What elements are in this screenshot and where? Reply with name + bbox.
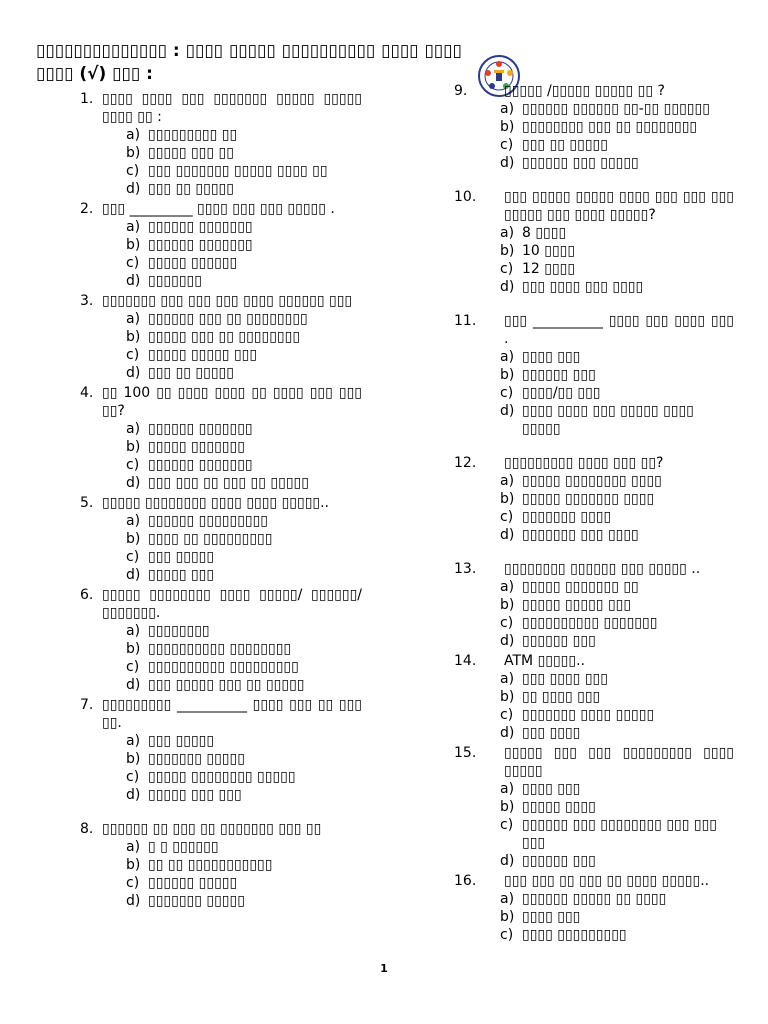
answer-option bbox=[454, 136, 734, 154]
option-text: ▯▯▯▯▯▯▯ ▯▯▯▯▯ bbox=[148, 751, 245, 767]
option-text: ▯▯▯▯▯ ▯▯▯▯▯▯▯▯ ▯▯▯▯ bbox=[522, 473, 662, 489]
option-label: d) bbox=[126, 787, 141, 803]
answer-option bbox=[80, 328, 362, 346]
option-label: c) bbox=[500, 817, 514, 833]
option-list bbox=[454, 224, 734, 296]
option-label: c) bbox=[126, 769, 140, 785]
option-label: a) bbox=[500, 473, 515, 489]
option-text: ▯▯▯▯▯▯ ▯▯▯▯▯ ▯▯ ▯▯▯▯ bbox=[522, 891, 667, 907]
option-label: c) bbox=[126, 659, 140, 675]
question-stem bbox=[454, 652, 734, 670]
option-text: ▯▯▯▯▯▯▯▯▯▯ ▯▯▯▯▯▯▯▯ bbox=[148, 641, 292, 657]
option-label: a) bbox=[126, 311, 141, 327]
option-text: ▯▯▯ ▯▯ ▯▯▯▯▯ bbox=[148, 181, 234, 197]
question-stem bbox=[454, 312, 734, 348]
answer-option bbox=[80, 676, 362, 694]
answer-option bbox=[454, 490, 734, 508]
left-question-column bbox=[80, 90, 362, 912]
question-stem bbox=[454, 454, 734, 472]
question-item bbox=[80, 820, 362, 910]
question-number: 10. bbox=[454, 189, 477, 205]
option-label: c) bbox=[500, 385, 514, 401]
option-text: ▯▯▯▯▯▯ ▯▯▯▯▯ bbox=[148, 875, 238, 891]
answer-option bbox=[454, 118, 734, 136]
option-text: ▯▯▯▯▯▯▯ ▯▯▯▯ ▯▯▯▯▯ bbox=[522, 707, 655, 723]
option-label: d) bbox=[500, 403, 515, 419]
answer-option bbox=[80, 144, 362, 162]
option-text: 12 ▯▯▯▯ bbox=[522, 261, 576, 277]
question-text: ▯▯▯▯▯▯▯▯ ▯▯▯▯▯▯ ▯▯▯ ▯▯▯▯▯ .. bbox=[504, 561, 701, 577]
option-text: ▯▯▯▯▯ ▯▯▯ ▯▯▯ bbox=[148, 787, 242, 803]
answer-option bbox=[80, 364, 362, 382]
option-label: c) bbox=[500, 137, 514, 153]
question-stem bbox=[80, 494, 362, 512]
answer-option bbox=[80, 272, 362, 290]
answer-option bbox=[454, 614, 734, 632]
option-label: b) bbox=[500, 119, 515, 135]
page-number: 1 bbox=[380, 962, 388, 975]
option-text: ▯▯▯▯▯▯ ▯▯▯ bbox=[522, 853, 596, 869]
option-text: ▯▯▯▯▯▯▯ ▯▯▯▯▯ bbox=[148, 893, 245, 909]
option-text: ▯▯▯▯▯ ▯▯▯▯▯▯▯ bbox=[148, 439, 245, 455]
option-label: c) bbox=[500, 707, 514, 723]
answer-option bbox=[454, 260, 734, 278]
answer-option bbox=[80, 768, 362, 786]
option-label: b) bbox=[126, 751, 141, 767]
instructions-line-1: ▯▯▯▯▯▯▯▯▯▯▯▯▯▯ : ▯▯▯▯ ▯▯▯▯▯ ▯▯▯▯▯▯▯▯▯▯ ▯▯▯▯ ▯▯▯▯ bbox=[36, 41, 462, 61]
option-text: ▯▯▯▯ ▯▯▯ bbox=[522, 909, 581, 925]
answer-option bbox=[454, 472, 734, 490]
question-stem bbox=[454, 82, 734, 100]
answer-option bbox=[80, 310, 362, 328]
question-item bbox=[454, 744, 734, 870]
answer-option bbox=[454, 224, 734, 242]
option-list bbox=[80, 126, 362, 198]
option-label: b) bbox=[126, 531, 141, 547]
option-list bbox=[80, 218, 362, 290]
option-label: a) bbox=[126, 733, 141, 749]
question-number: 9. bbox=[454, 83, 468, 99]
option-text: ▯▯▯▯▯▯ ▯▯▯▯▯▯▯ bbox=[148, 457, 253, 473]
answer-option bbox=[454, 526, 734, 544]
question-item bbox=[454, 82, 734, 172]
question-stem bbox=[80, 384, 362, 420]
answer-option bbox=[454, 278, 734, 296]
option-text: ▯▯▯▯▯▯▯▯ ▯▯▯ ▯▯ ▯▯▯▯▯▯▯▯ bbox=[522, 119, 698, 135]
answer-option bbox=[80, 622, 362, 640]
option-text: ▯ ▯ ▯▯▯▯▯▯ bbox=[148, 839, 219, 855]
option-label: a) bbox=[126, 623, 141, 639]
option-label: d) bbox=[500, 527, 515, 543]
option-list bbox=[80, 838, 362, 910]
right-question-column bbox=[454, 82, 734, 946]
option-label: a) bbox=[500, 579, 515, 595]
option-label: a) bbox=[500, 671, 515, 687]
answer-option bbox=[80, 838, 362, 856]
answer-option bbox=[454, 402, 734, 438]
option-label: d) bbox=[126, 567, 141, 583]
option-text: ▯▯▯▯▯▯ ▯▯▯▯▯▯▯ bbox=[148, 237, 253, 253]
option-text: ▯▯▯▯▯ ▯▯▯▯ bbox=[522, 799, 596, 815]
question-item bbox=[454, 312, 734, 438]
option-label: b) bbox=[126, 857, 141, 873]
option-text: ▯▯▯▯▯▯ ▯▯▯ ▯▯ ▯▯▯▯▯▯▯▯ bbox=[148, 311, 308, 327]
answer-option bbox=[80, 162, 362, 180]
question-number: 16. bbox=[454, 873, 477, 889]
option-label: c) bbox=[500, 261, 514, 277]
option-label: d) bbox=[126, 181, 141, 197]
option-text: ▯▯▯▯▯ ▯▯▯▯▯ ▯▯▯ bbox=[522, 597, 632, 613]
question-text: ATM ▯▯▯▯▯.. bbox=[504, 653, 585, 669]
answer-option bbox=[80, 254, 362, 272]
question-text: ▯▯▯▯▯▯▯▯▯ ▯▯▯▯ ▯▯▯ ▯▯? bbox=[504, 455, 664, 471]
option-label: a) bbox=[126, 421, 141, 437]
question-number: 4. bbox=[80, 385, 94, 401]
option-label: c) bbox=[500, 927, 514, 943]
option-text: ▯▯▯▯ ▯▯▯ bbox=[522, 781, 581, 797]
answer-option bbox=[80, 874, 362, 892]
answer-option bbox=[80, 750, 362, 768]
option-label: d) bbox=[500, 279, 515, 295]
option-text: 10 ▯▯▯▯ bbox=[522, 243, 576, 259]
option-text: ▯▯▯▯ ▯▯▯ bbox=[522, 349, 581, 365]
option-label: c) bbox=[126, 163, 140, 179]
question-stem bbox=[454, 872, 734, 890]
option-label: a) bbox=[500, 781, 515, 797]
question-item bbox=[80, 586, 362, 694]
question-stem bbox=[80, 292, 362, 310]
answer-option bbox=[454, 816, 734, 852]
question-text: ▯▯▯ _________ ▯▯▯▯ ▯▯▯ ▯▯▯ ▯▯▯▯▯ . bbox=[102, 201, 335, 217]
question-text: ▯▯▯▯▯▯ ▯▯ ▯▯▯ ▯▯ ▯▯▯▯▯▯▯ ▯▯▯ ▯▯ bbox=[102, 821, 322, 837]
answer-option bbox=[80, 892, 362, 910]
option-text: ▯▯▯▯▯▯ ▯▯▯ bbox=[522, 633, 596, 649]
option-text: ▯▯▯▯▯ ▯▯▯ bbox=[148, 567, 215, 583]
option-text: ▯▯▯▯▯▯ ▯▯▯ ▯▯▯▯▯▯▯▯ ▯▯▯ ▯▯▯ ▯▯▯ bbox=[522, 817, 717, 851]
question-stem bbox=[80, 90, 362, 126]
question-stem bbox=[454, 744, 734, 780]
question-text: ▯▯▯ ▯▯▯▯▯ ▯▯▯▯▯ ▯▯▯▯ ▯▯▯ ▯▯▯ ▯▯▯ ▯▯▯▯▯ ▯▯▯ ▯▯▯▯ ▯▯▯▯▯? bbox=[504, 189, 734, 223]
option-label: a) bbox=[126, 513, 141, 529]
option-label: a) bbox=[500, 891, 515, 907]
question-number: 8. bbox=[80, 821, 94, 837]
question-item bbox=[454, 560, 734, 650]
answer-option bbox=[80, 456, 362, 474]
answer-option bbox=[454, 890, 734, 908]
question-stem bbox=[454, 560, 734, 578]
option-text: ▯▯▯▯▯ ▯▯▯▯▯ ▯▯▯ bbox=[148, 347, 258, 363]
answer-option bbox=[454, 384, 734, 402]
question-stem bbox=[454, 188, 734, 224]
question-item bbox=[454, 652, 734, 742]
option-text: ▯▯▯▯▯▯ ▯▯▯▯▯▯▯▯▯ bbox=[148, 513, 269, 529]
question-item bbox=[454, 188, 734, 296]
option-label: c) bbox=[126, 875, 140, 891]
option-text: ▯▯▯▯▯▯ ▯▯▯▯▯▯ ▯▯-▯▯ ▯▯▯▯▯▯ bbox=[522, 101, 710, 117]
option-label: b) bbox=[126, 329, 141, 345]
option-list bbox=[80, 310, 362, 382]
option-text: ▯▯▯▯ ▯▯▯▯▯▯▯▯▯ bbox=[522, 927, 627, 943]
question-number: 2. bbox=[80, 201, 94, 217]
question-item bbox=[80, 494, 362, 584]
answer-option bbox=[454, 578, 734, 596]
option-label: c) bbox=[126, 255, 140, 271]
question-number: 6. bbox=[80, 587, 94, 603]
answer-option bbox=[80, 566, 362, 584]
option-text: ▯▯▯▯▯ ▯▯▯ ▯▯ bbox=[148, 145, 234, 161]
question-item bbox=[454, 872, 734, 944]
answer-option bbox=[454, 706, 734, 724]
question-number: 5. bbox=[80, 495, 94, 511]
option-text: ▯▯ ▯▯ ▯▯▯▯▯▯▯▯▯▯▯ bbox=[148, 857, 273, 873]
question-text: ▯▯▯▯▯ ▯▯▯ ▯▯▯ ▯▯▯▯▯▯▯▯▯ ▯▯▯▯ ▯▯▯▯▯ bbox=[504, 745, 734, 779]
question-item bbox=[80, 90, 362, 198]
option-text: ▯▯▯▯▯▯▯▯▯▯ ▯▯▯▯▯▯▯ bbox=[522, 615, 658, 631]
option-list bbox=[454, 890, 734, 944]
option-text: ▯▯▯▯▯▯▯▯ bbox=[148, 623, 210, 639]
question-number: 15. bbox=[454, 745, 477, 761]
answer-option bbox=[454, 596, 734, 614]
answer-option bbox=[80, 420, 362, 438]
option-text: ▯▯▯▯▯▯ ▯▯▯▯▯▯▯ bbox=[148, 219, 253, 235]
option-label: b) bbox=[126, 145, 141, 161]
option-text: ▯▯▯▯▯▯▯▯▯ ▯▯ bbox=[148, 127, 238, 143]
option-label: d) bbox=[500, 633, 515, 649]
option-text: ▯▯▯▯/▯▯ ▯▯▯ bbox=[522, 385, 601, 401]
option-text: 8 ▯▯▯▯ bbox=[522, 225, 567, 241]
answer-option bbox=[454, 100, 734, 118]
option-label: a) bbox=[500, 101, 515, 117]
question-number: 14. bbox=[454, 653, 477, 669]
option-text: ▯▯▯ ▯▯▯▯ bbox=[522, 725, 581, 741]
option-text: ▯▯▯▯▯▯ ▯▯▯ bbox=[522, 367, 596, 383]
answer-option bbox=[80, 856, 362, 874]
page-instructions-header bbox=[36, 40, 536, 86]
answer-option bbox=[80, 512, 362, 530]
option-text: ▯▯▯▯▯▯▯▯▯▯ ▯▯▯▯▯▯▯▯▯ bbox=[148, 659, 299, 675]
option-label: d) bbox=[126, 475, 141, 491]
option-label: a) bbox=[126, 839, 141, 855]
answer-option bbox=[80, 346, 362, 364]
question-text: ▯▯▯ ▯▯▯ ▯▯ ▯▯▯ ▯▯ ▯▯▯▯ ▯▯▯▯▯.. bbox=[504, 873, 710, 889]
answer-option bbox=[454, 670, 734, 688]
answer-option bbox=[454, 908, 734, 926]
question-number: 3. bbox=[80, 293, 94, 309]
question-item bbox=[80, 292, 362, 382]
option-label: b) bbox=[500, 689, 515, 705]
answer-option bbox=[80, 548, 362, 566]
question-text: ▯▯▯▯▯ ▯▯▯▯▯▯▯▯ ▯▯▯▯ ▯▯▯▯▯/ ▯▯▯▯▯▯/▯▯▯▯▯▯▯. bbox=[102, 587, 362, 621]
question-text: ▯▯▯▯▯ ▯▯▯▯▯▯▯▯ ▯▯▯▯ ▯▯▯▯ ▯▯▯▯▯.. bbox=[102, 495, 330, 511]
option-text: ▯▯▯ ▯▯ ▯▯▯▯▯ bbox=[148, 365, 234, 381]
instructions-line-2: ▯▯▯▯ (√) ▯▯▯ : bbox=[36, 64, 153, 84]
question-stem bbox=[80, 200, 362, 218]
option-label: c) bbox=[126, 549, 140, 565]
question-item bbox=[454, 454, 734, 544]
option-list bbox=[454, 578, 734, 650]
option-label: b) bbox=[500, 243, 515, 259]
question-number: 13. bbox=[454, 561, 477, 577]
option-text: ▯▯▯▯▯ ▯▯▯▯▯▯▯ ▯▯▯▯ bbox=[522, 491, 655, 507]
question-stem bbox=[80, 586, 362, 622]
question-text: ▯▯▯ __________ ▯▯▯▯ ▯▯▯ ▯▯▯▯ ▯▯▯ . bbox=[504, 313, 734, 347]
option-list bbox=[80, 622, 362, 694]
answer-option bbox=[80, 530, 362, 548]
answer-option bbox=[454, 508, 734, 526]
question-number: 7. bbox=[80, 697, 94, 713]
option-text: ▯▯▯ ▯▯ ▯▯▯▯▯ bbox=[522, 137, 608, 153]
option-text: ▯▯▯▯▯▯ ▯▯▯ ▯▯▯▯▯ bbox=[522, 155, 639, 171]
option-label: d) bbox=[500, 725, 515, 741]
answer-option bbox=[454, 688, 734, 706]
option-text: ▯▯▯▯ ▯▯ ▯▯▯▯▯▯▯▯▯ bbox=[148, 531, 273, 547]
answer-option bbox=[454, 242, 734, 260]
option-label: b) bbox=[500, 909, 515, 925]
option-list bbox=[80, 732, 362, 804]
option-text: ▯▯▯▯▯▯▯ ▯▯▯▯ bbox=[522, 509, 612, 525]
option-label: a) bbox=[126, 127, 141, 143]
option-label: d) bbox=[126, 273, 141, 289]
answer-option bbox=[80, 236, 362, 254]
option-label: b) bbox=[500, 367, 515, 383]
question-text: ▯▯▯▯▯▯▯ ▯▯▯ ▯▯▯ ▯▯▯ ▯▯▯▯ ▯▯▯▯▯▯ ▯▯▯ bbox=[102, 293, 353, 309]
option-label: b) bbox=[500, 799, 515, 815]
option-text: ▯▯▯▯▯▯ ▯▯▯▯▯▯▯ bbox=[148, 421, 253, 437]
answer-option bbox=[454, 798, 734, 816]
option-text: ▯▯▯▯▯ ▯▯▯ ▯▯ ▯▯▯▯▯▯▯▯ bbox=[148, 329, 301, 345]
option-label: b) bbox=[500, 491, 515, 507]
option-label: b) bbox=[126, 237, 141, 253]
option-text: ▯▯▯▯▯ ▯▯▯▯▯▯▯▯ ▯▯▯▯▯ bbox=[148, 769, 296, 785]
option-label: c) bbox=[126, 457, 140, 473]
answer-option bbox=[80, 732, 362, 750]
answer-option bbox=[80, 658, 362, 676]
question-stem bbox=[80, 696, 362, 732]
option-label: c) bbox=[500, 509, 514, 525]
answer-option bbox=[454, 852, 734, 870]
answer-option bbox=[80, 180, 362, 198]
option-text: ▯▯▯▯▯ ▯▯▯▯▯▯▯ ▯▯ bbox=[522, 579, 639, 595]
question-stem bbox=[80, 820, 362, 838]
option-list bbox=[80, 420, 362, 492]
answer-option bbox=[80, 438, 362, 456]
answer-option bbox=[80, 126, 362, 144]
option-list bbox=[80, 512, 362, 584]
answer-option bbox=[454, 724, 734, 742]
option-label: a) bbox=[500, 225, 515, 241]
option-label: b) bbox=[126, 439, 141, 455]
option-label: b) bbox=[500, 597, 515, 613]
option-label: d) bbox=[500, 853, 515, 869]
option-text: ▯▯▯▯▯ ▯▯▯▯▯▯ bbox=[148, 255, 238, 271]
option-label: d) bbox=[126, 365, 141, 381]
option-text: ▯▯▯ ▯▯▯▯▯ ▯▯▯ ▯▯ ▯▯▯▯▯ bbox=[148, 677, 305, 693]
option-label: d) bbox=[126, 677, 141, 693]
question-text: ▯▯▯▯▯▯▯▯▯ __________ ▯▯▯▯ ▯▯▯ ▯▯ ▯▯▯ ▯▯. bbox=[102, 697, 362, 731]
answer-option bbox=[454, 926, 734, 944]
question-number: 11. bbox=[454, 313, 477, 329]
answer-option bbox=[454, 632, 734, 650]
option-label: b) bbox=[126, 641, 141, 657]
answer-option bbox=[454, 366, 734, 384]
option-label: d) bbox=[500, 155, 515, 171]
option-label: a) bbox=[500, 349, 515, 365]
option-text: ▯▯ ▯▯▯▯ ▯▯▯ bbox=[522, 689, 601, 705]
option-label: c) bbox=[126, 347, 140, 363]
option-text: ▯▯▯▯▯▯▯ bbox=[148, 273, 202, 289]
option-list bbox=[454, 780, 734, 870]
answer-option bbox=[80, 640, 362, 658]
option-list bbox=[454, 100, 734, 172]
option-text: ▯▯▯▯▯▯▯ ▯▯▯ ▯▯▯▯ bbox=[522, 527, 639, 543]
option-text: ▯▯▯ ▯▯▯▯ ▯▯▯ bbox=[522, 671, 608, 687]
option-text: ▯▯▯ ▯▯▯▯ ▯▯▯ ▯▯▯▯ bbox=[522, 279, 644, 295]
answer-option bbox=[80, 218, 362, 236]
option-text: ▯▯▯ ▯▯▯▯▯ bbox=[148, 733, 215, 749]
option-text: ▯▯▯▯ ▯▯▯▯ ▯▯▯ ▯▯▯▯▯ ▯▯▯▯ ▯▯▯▯▯ bbox=[522, 403, 694, 437]
option-list bbox=[454, 472, 734, 544]
option-text: ▯▯▯ ▯▯▯▯▯▯▯ ▯▯▯▯▯ ▯▯▯▯ ▯▯ bbox=[148, 163, 328, 179]
option-list bbox=[454, 348, 734, 438]
question-text: ▯▯ 100 ▯▯ ▯▯▯▯ ▯▯▯▯ ▯▯ ▯▯▯▯ ▯▯▯ ▯▯▯ ▯▯? bbox=[102, 385, 362, 419]
question-number: 12. bbox=[454, 455, 477, 471]
option-list bbox=[454, 670, 734, 742]
answer-option bbox=[454, 780, 734, 798]
option-text: ▯▯▯ ▯▯▯ ▯▯ ▯▯▯ ▯▯ ▯▯▯▯▯ bbox=[148, 475, 309, 491]
option-label: a) bbox=[126, 219, 141, 235]
question-item bbox=[80, 384, 362, 492]
answer-option bbox=[80, 474, 362, 492]
answer-option bbox=[80, 786, 362, 804]
question-text: ▯▯▯▯▯ /▯▯▯▯▯ ▯▯▯▯▯ ▯▯ ? bbox=[504, 83, 665, 99]
question-item bbox=[80, 696, 362, 804]
option-label: c) bbox=[500, 615, 514, 631]
question-text: ▯▯▯▯ ▯▯▯▯ ▯▯▯ ▯▯▯▯▯▯▯ ▯▯▯▯▯ ▯▯▯▯▯ ▯▯▯▯ ▯▯ : bbox=[102, 91, 362, 125]
option-text: ▯▯▯ ▯▯▯▯▯ bbox=[148, 549, 215, 565]
question-item bbox=[80, 200, 362, 290]
answer-option bbox=[454, 154, 734, 172]
answer-option bbox=[454, 348, 734, 366]
question-number: 1. bbox=[80, 91, 94, 107]
option-label: d) bbox=[126, 893, 141, 909]
